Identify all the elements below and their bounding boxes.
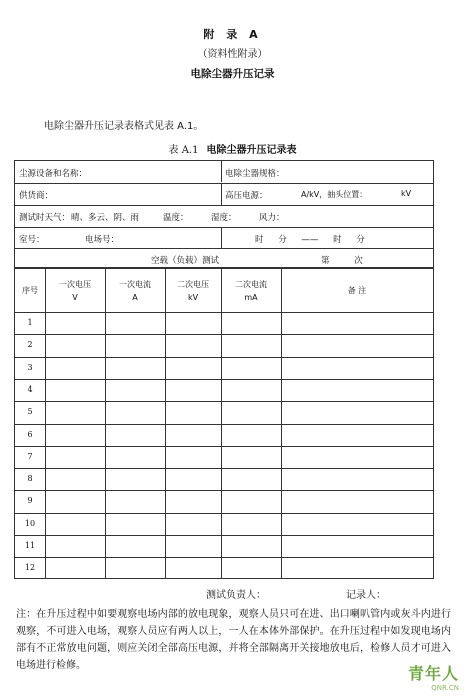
column-header-index bbox=[15, 269, 45, 312]
column-unit: mA bbox=[244, 292, 258, 302]
column-header-secondary-voltage bbox=[165, 269, 221, 312]
recorder-signature-label: 记录人： bbox=[346, 590, 386, 601]
row-number: 6 bbox=[27, 429, 33, 439]
watermark-logo bbox=[408, 661, 459, 692]
row-number: 8 bbox=[27, 474, 33, 484]
humidity-label: 湿度： bbox=[211, 213, 237, 223]
row-number: 9 bbox=[27, 496, 33, 506]
row-number: 7 bbox=[27, 451, 33, 461]
supplier-label: 供货商： bbox=[19, 191, 54, 201]
watermark-url: QNR.CN bbox=[431, 684, 459, 692]
column-header-primary-current bbox=[105, 269, 165, 312]
time-range: 时 分 —— 时 分 bbox=[255, 235, 365, 245]
table-number: 表 A.1 bbox=[168, 145, 199, 156]
row-number: 2 bbox=[27, 340, 33, 350]
room-label: 室号： bbox=[19, 235, 45, 245]
column-unit: V bbox=[72, 292, 78, 302]
column-name: 序号 bbox=[22, 286, 38, 295]
column-unit: kV bbox=[187, 292, 199, 302]
spec-label: 电除尘器规格： bbox=[225, 169, 285, 179]
intro-text: 电除尘器升压记录表格式见表 A.1。 bbox=[44, 121, 204, 132]
weather-label: 测试时天气： bbox=[19, 213, 71, 223]
record-table bbox=[14, 268, 434, 579]
kv-unit: kV bbox=[401, 189, 412, 198]
watermark-name: 青年人 bbox=[407, 664, 459, 683]
column-name: 一次电压 bbox=[59, 279, 91, 289]
column-header-secondary-current bbox=[221, 269, 281, 312]
table-title: 电除尘器升压记录表 bbox=[206, 145, 297, 156]
source-label: 尘源设备和名称： bbox=[19, 169, 88, 179]
row-number: 4 bbox=[27, 384, 33, 394]
table-caption bbox=[0, 141, 465, 156]
note-text: 注：在升压过程中如要观察电场内部的放电现象，观察人员只可在进、出口喇叭管内或灰斗内进行观察，不可进入电场，观察人员应有两人以上，一人在本体外部保护。在升压过程中如发现电场内部有不正常放电问题，则应关闭全部高压电源，并将全部隔离开关接地放电后，检修人员才可进入电场进行检修。 bbox=[16, 609, 451, 671]
appendix-title: 附 录 A bbox=[203, 28, 262, 41]
test-count: 第 次 bbox=[321, 256, 363, 266]
row-number: 3 bbox=[27, 362, 33, 372]
tester-signature-label: 测试负责人： bbox=[206, 590, 266, 601]
column-header-primary-voltage bbox=[45, 269, 105, 312]
weather-options: 晴、多云、阴、雨 bbox=[71, 213, 140, 223]
row-number: 5 bbox=[27, 407, 33, 417]
column-name: 二次电流 bbox=[235, 279, 267, 289]
column-unit: A bbox=[132, 292, 138, 302]
wind-label: 风力： bbox=[259, 213, 285, 223]
info-section bbox=[14, 160, 434, 268]
appendix-type: （资料性附录） bbox=[197, 49, 268, 60]
column-name: 备 注 bbox=[347, 286, 367, 295]
field-label: 电场号： bbox=[85, 235, 120, 245]
row-number: 11 bbox=[24, 541, 36, 550]
row-number: 1 bbox=[27, 318, 33, 327]
appendix-subject: 电除尘器升压记录 bbox=[190, 68, 275, 80]
column-name: 一次电流 bbox=[119, 279, 151, 289]
column-header-remarks bbox=[281, 269, 433, 312]
temperature-label: 温度： bbox=[163, 213, 189, 223]
hv-units: A/kV，抽头位置： bbox=[301, 190, 368, 199]
hv-label: 高压电源： bbox=[225, 191, 268, 201]
row-number: 12 bbox=[24, 563, 36, 573]
test-label: 空载（负载）测试 bbox=[151, 256, 220, 266]
row-number: 10 bbox=[24, 518, 36, 528]
column-name: 二次电压 bbox=[177, 279, 209, 289]
